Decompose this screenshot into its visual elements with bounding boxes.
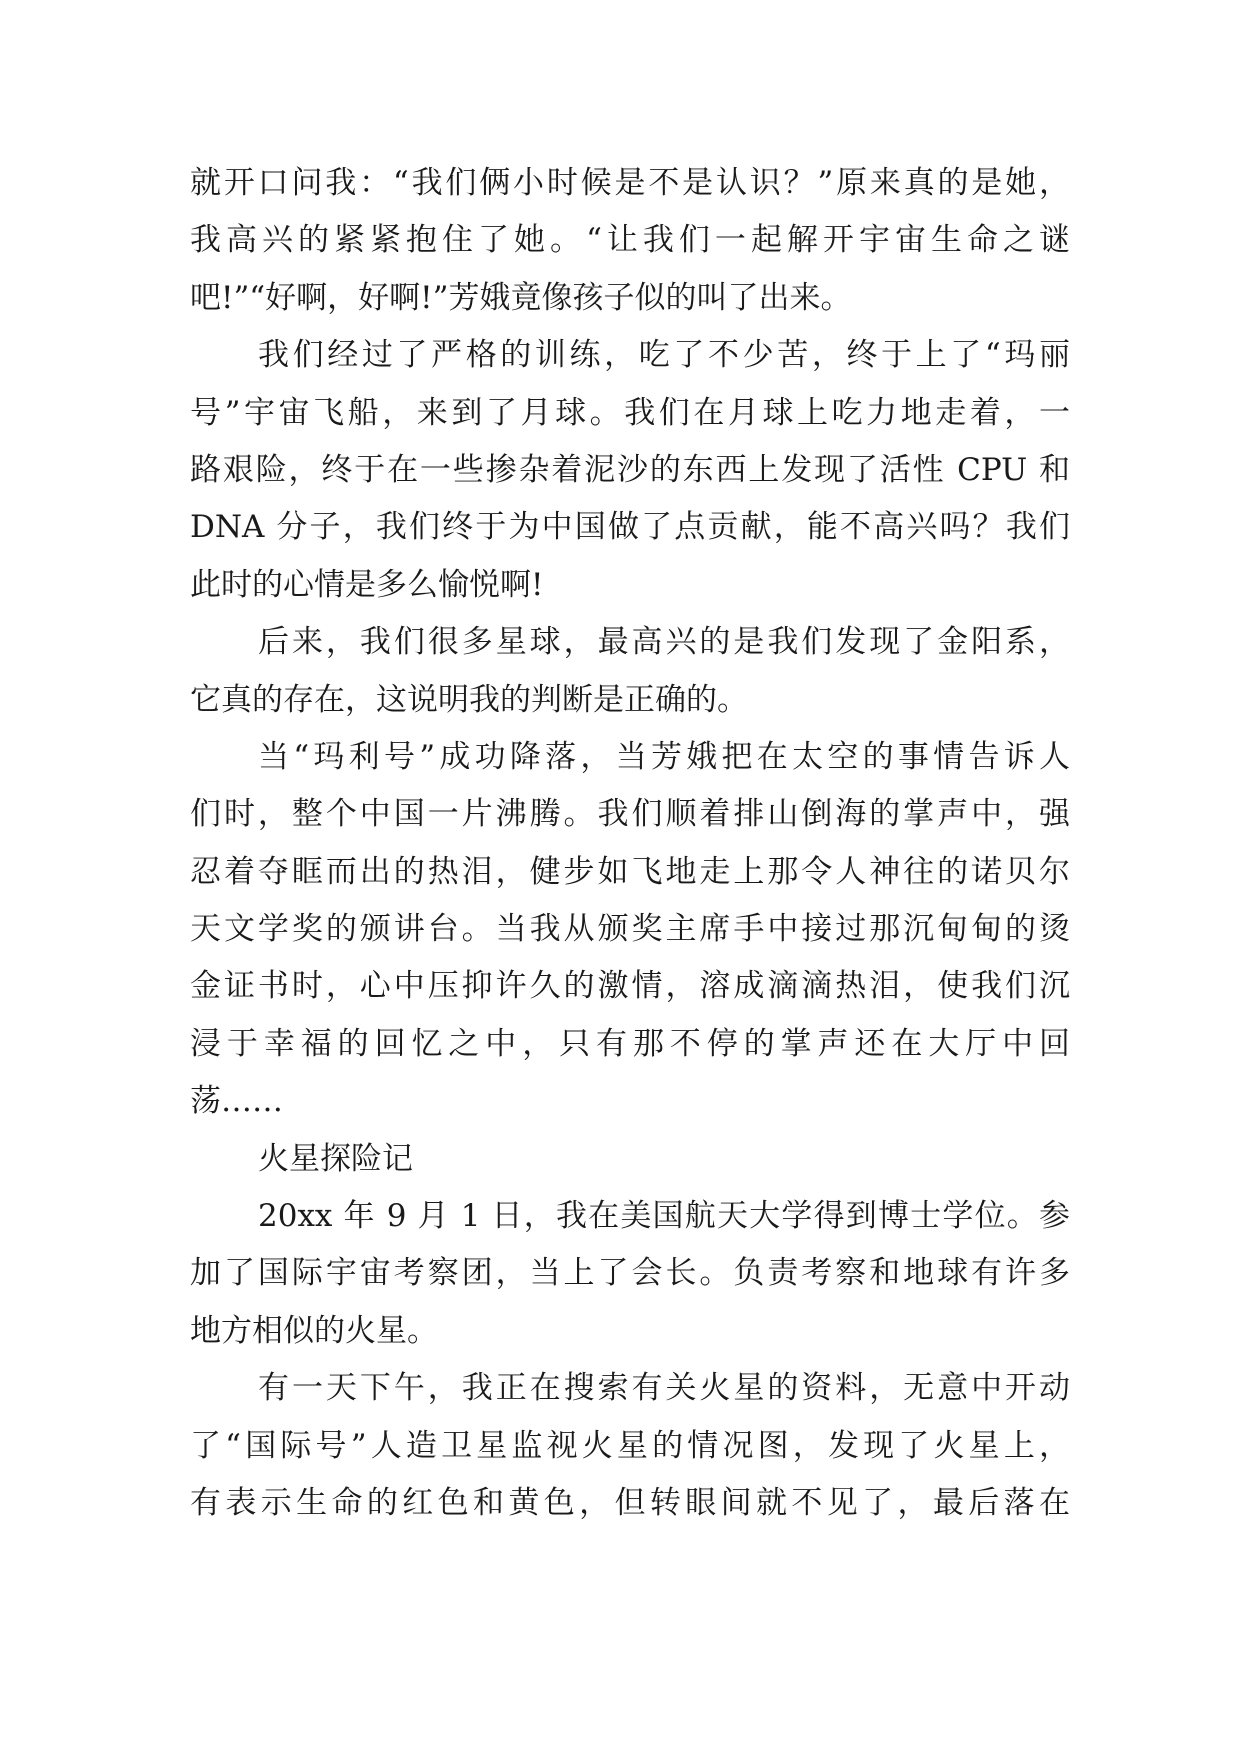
text-line: 就开口问我：“我们俩小时候是不是认识？”原来真的是她，	[190, 165, 1070, 201]
text-line: 它真的存在，这说明我的判断是正确的。	[190, 681, 748, 718]
text-line: 号”宇宙飞船，来到了月球。我们在月球上吃力地走着，一	[190, 394, 1070, 431]
text-line: DNA 分子，我们终于为中国做了点贡献，能不高兴吗？我们	[190, 509, 1070, 546]
paragraph-first-line: 有一天下午，我正在搜索有关火星的资料，无意中开动	[258, 1370, 1070, 1407]
text-line: 吧!”“好啊，好啊!”芳娥竟像孩子似的叫了出来。	[190, 279, 852, 316]
paragraph-first-line: 后来，我们很多星球，最高兴的是我们发现了金阳系，	[258, 624, 1070, 661]
text-line: 金证书时，心中压抑许久的激情，溶成滴滴热泪，使我们沉	[190, 968, 1070, 1005]
text-line: 浸于幸福的回忆之中，只有那不停的掌声还在大厅中回	[190, 1025, 1070, 1062]
text-line: 忍着夺眶而出的热泪，健步如飞地走上那令人神往的诺贝尔	[190, 853, 1070, 890]
body-text	[190, 155, 1070, 1532]
text-line: 地方相似的火星。	[190, 1312, 438, 1349]
text-line: 我高兴的紧紧抱住了她。“让我们一起解开宇宙生命之谜	[190, 222, 1070, 259]
paragraph-first-line: 当“玛利号”成功降落，当芳娥把在太空的事情告诉人	[258, 738, 1070, 775]
text-line: 们时，整个中国一片沸腾。我们顺着排山倒海的掌声中，强	[190, 796, 1070, 833]
paragraph-first-line: 我们经过了严格的训练，吃了不少苦，终于上了“玛丽	[258, 337, 1070, 374]
text-line: 天文学奖的颁讲台。当我从颁奖主席手中接过那沉甸甸的烫	[190, 911, 1070, 948]
text-line: 有表示生命的红色和黄色，但转眼间就不见了，最后落在	[190, 1484, 1070, 1521]
section-title: 火星探险记	[258, 1140, 413, 1177]
text-line: 了“国际号”人造卫星监视火星的情况图，发现了火星上，	[190, 1427, 1070, 1464]
text-line: 荡……	[190, 1083, 283, 1120]
paragraph-first-line: 20xx 年 9 月 1 日，我在美国航天大学得到博士学位。参	[258, 1198, 1070, 1235]
text-line: 加了国际宇宙考察团，当上了会长。负责考察和地球有许多	[190, 1255, 1070, 1292]
text-line: 路艰险，终于在一些掺杂着泥沙的东西上发现了活性 CPU 和	[190, 451, 1070, 488]
text-line: 此时的心情是多么愉悦啊!	[190, 566, 544, 603]
